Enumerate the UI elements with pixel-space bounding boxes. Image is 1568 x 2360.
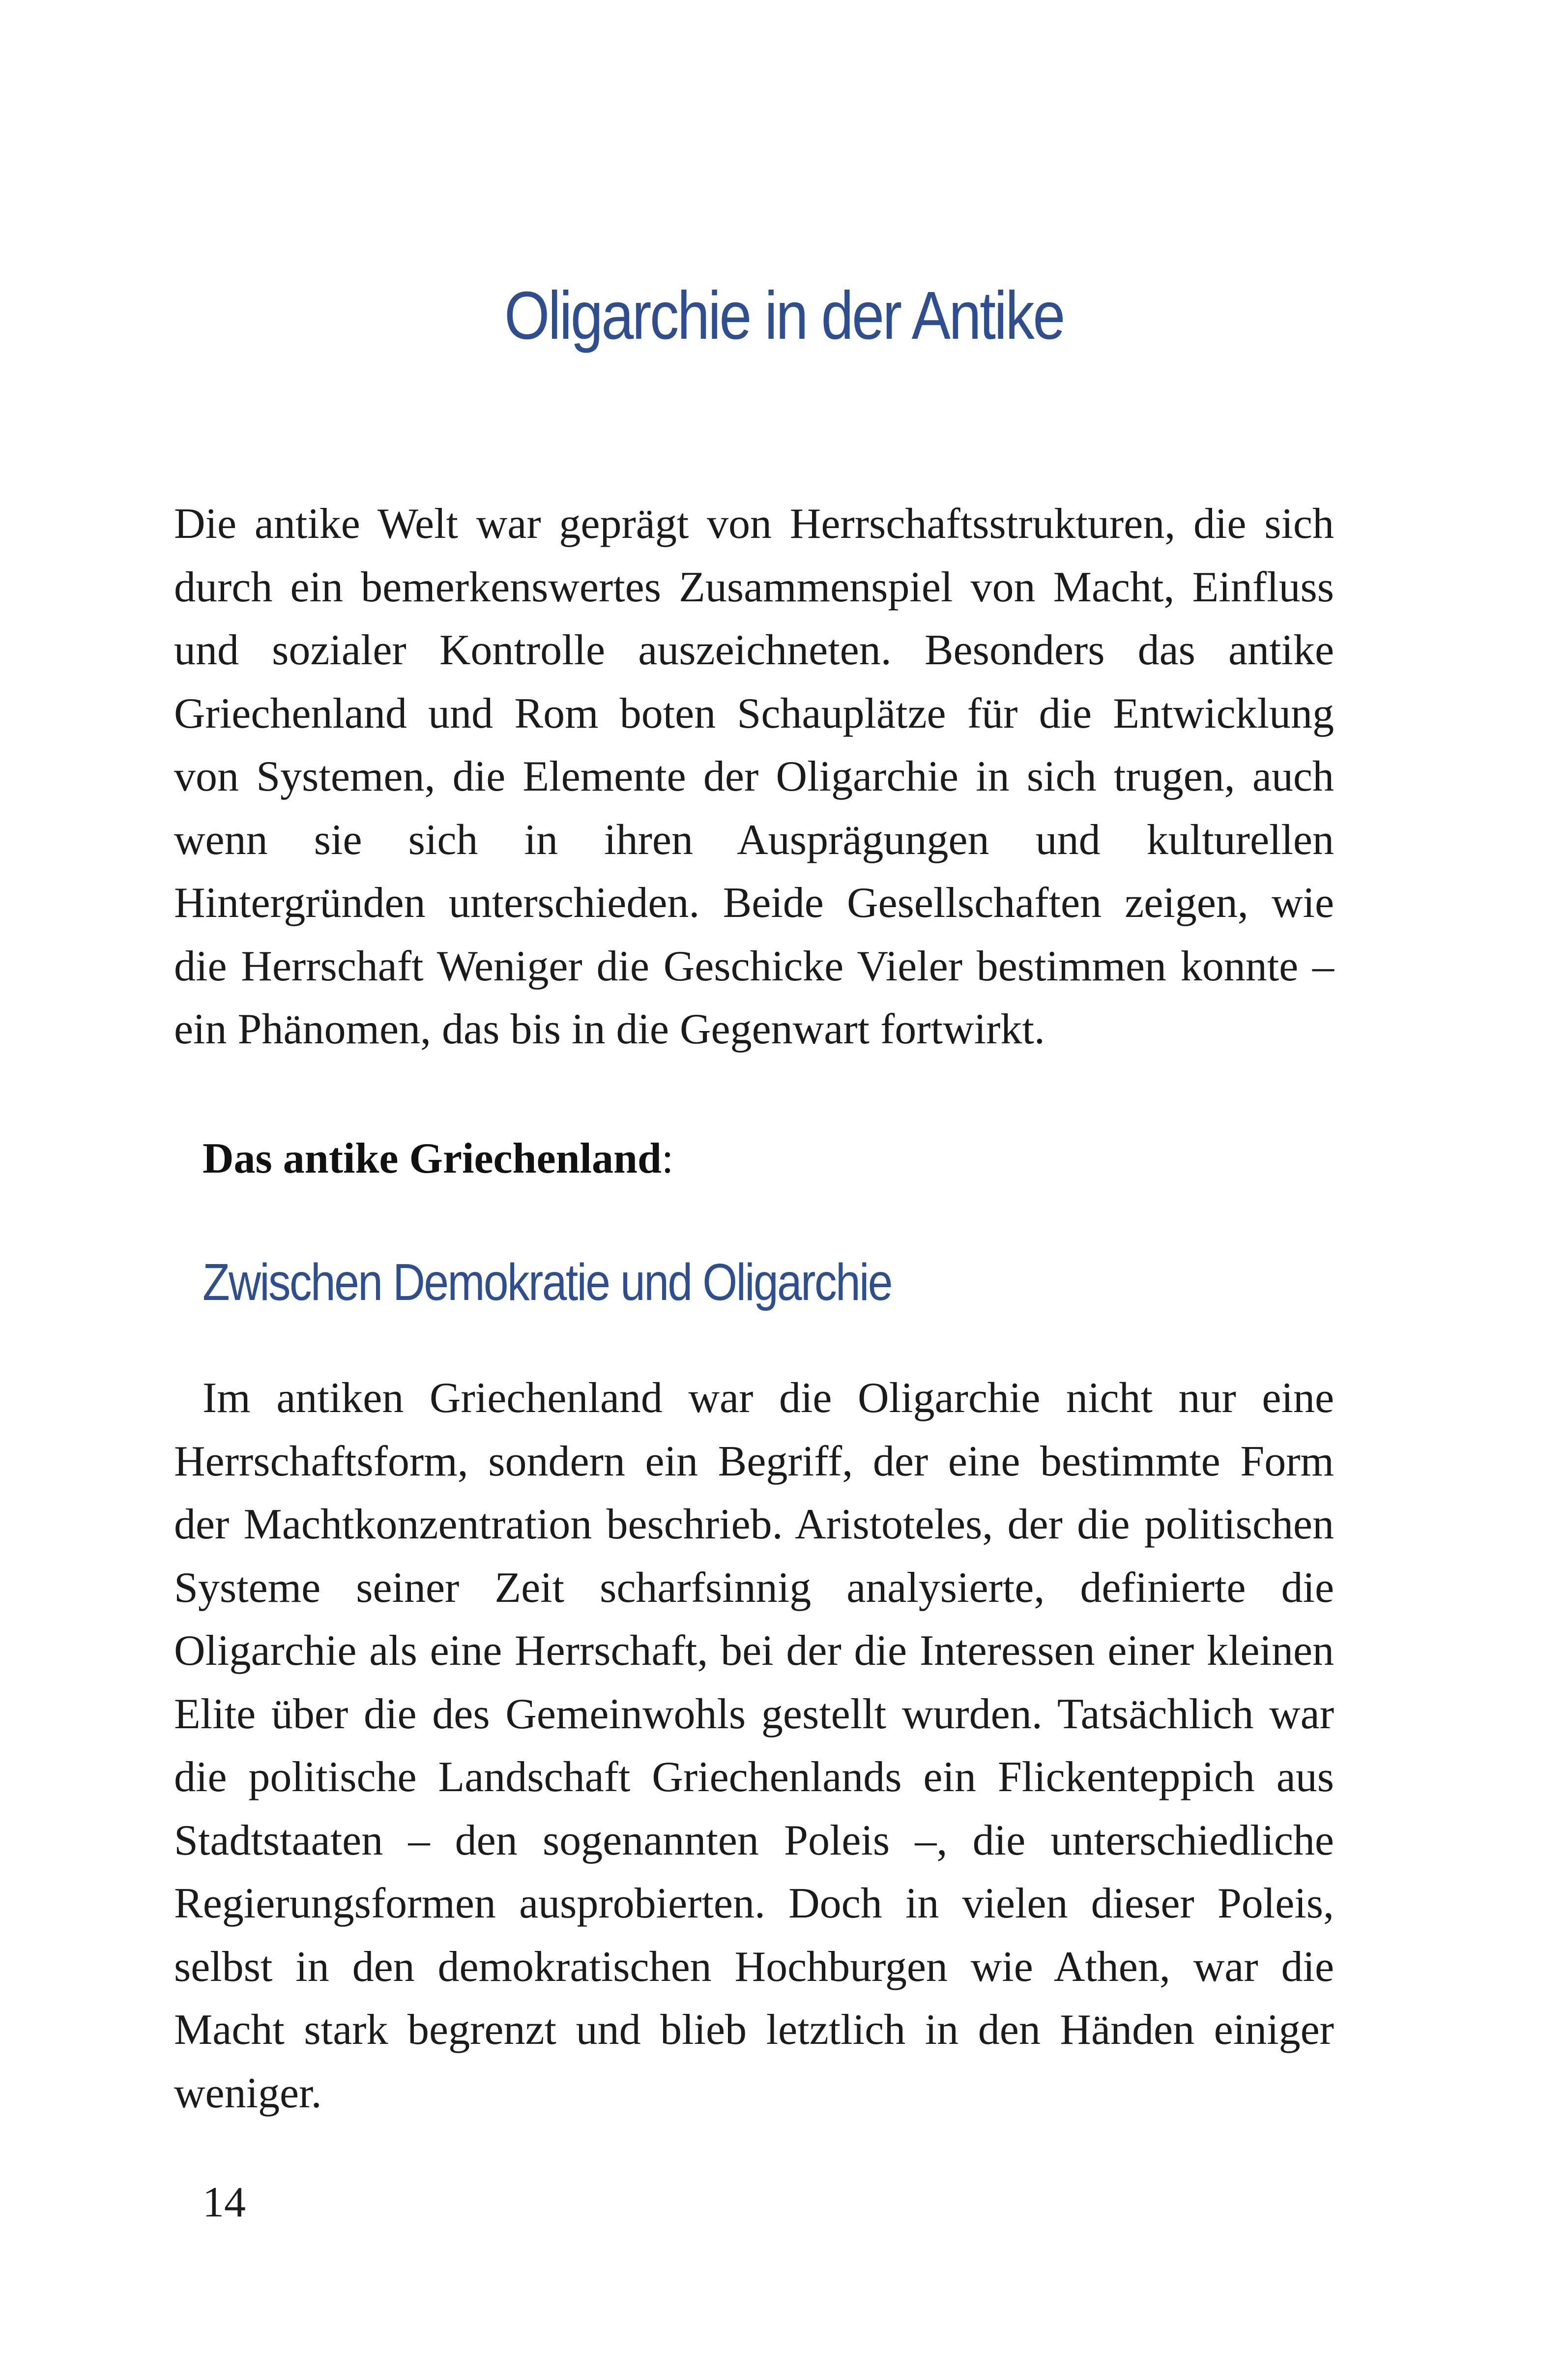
section-label-colon: : [661,1135,674,1182]
section-label [203,1127,673,1190]
section-paragraph: Im antiken Griechenland war die Oligarchie nicht nur eine Herrschaftsform, sondern ein Begriff, der eine bestimmte Form der Machtkonzentration beschrieb. Aristoteles, der die politischen Systeme seiner Zeit scharfsinnig analysierte, definierte die Oligarchie als eine Herrschaft, bei der die Interessen einer kleinen Elite über die des Gemeinwohls gestellt wurden. Tatsächlich war die politische Landschaft Griechenlands ein Flickenteppich aus Stadtstaaten – den sogenannten Poleis –, die unterschiedliche Regierungsformen ausprobierten. Doch in vielen dieser Poleis, selbst in den demokratischen Hochburgen wie Athen, war die Macht stark begrenzt und blieb letztlich in den Händen einiger weniger. [174,1374,1334,2117]
section-label-text: Das antike Griechenland [203,1135,662,1182]
intro-paragraph: Die antike Welt war geprägt von Herrschaftsstrukturen, die sich durch ein bemerkenswertes Zusammenspiel von Macht, Einfluss und sozialer Kontrolle auszeichneten. Besonders das antike Griechenland und Rom boten Schauplätze für die Entwicklung von Systemen, die Elemente der Oligarchie in sich trugen, auch wenn sie sich in ihren Ausprägungen und kulturellen Hintergründen unterschieden. Beide Gesellschaften zeigen, wie die Herrschaft Weniger die Geschicke Vieler bestimmen konnte – ein Phänomen, das bis in die Gegenwart fortwirkt. [174,500,1334,1053]
section-subheading: Zwischen Demokratie und Oligarchie [203,1253,892,1311]
chapter-title: Oligarchie in der Antike [504,278,1064,354]
page-number: 14 [203,2179,246,2226]
